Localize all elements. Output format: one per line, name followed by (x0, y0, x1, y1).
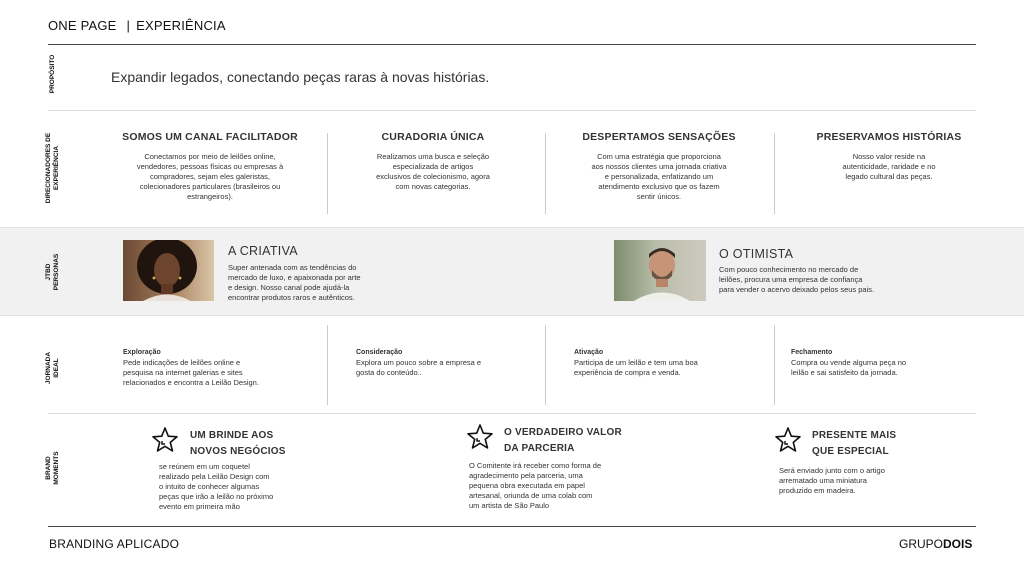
direcionador-body: Realizamos uma busca e seleção especializada de artigos exclusivos de colecionismo, agora com novas categorias. (376, 152, 490, 191)
jornada-step: Exploração Pede indicações de leilões online e pesquisa na internet galerias e sites relacionados e encontra a Leilão Design. (123, 349, 259, 387)
divider (48, 413, 976, 414)
section-label-jornada: JORNADA IDEAL (45, 351, 60, 385)
header-rule (48, 44, 976, 45)
jornada-step-title: Consideração (356, 349, 403, 356)
column-divider (327, 133, 328, 214)
header-title-left: ONE PAGE (48, 18, 117, 33)
brand-moment-title: UM BRINDE AOS NOVOS NEGÓCIOS (190, 430, 286, 457)
section-label-personas: JTBD PERSONAS (45, 253, 60, 291)
persona-title: O OTIMISTA (719, 247, 794, 261)
jornada-step-title: Fechamento (791, 349, 833, 356)
persona-photo-otimista (614, 240, 706, 301)
column-divider (545, 133, 546, 214)
direcionador-card (790, 131, 988, 182)
column-divider (545, 325, 546, 405)
brand-moment-body: se reúnem em um coquetel realizado pela Leilão Design com o intuito de conhecer algumas peças que irão a leilão no próximo evento em primeira mão (159, 462, 274, 511)
jornada-step: Fechamento Compra ou vende alguma peça no leilão e sai satisfeito da jornada. (791, 349, 907, 377)
footer-left-label: BRANDING APLICADO (49, 537, 180, 551)
page-header (48, 18, 226, 33)
direcionador-title: PRESERVAMOS HISTÓRIAS (816, 131, 962, 143)
direcionador-card (342, 131, 524, 192)
star-icon (774, 426, 802, 454)
jornada-step-title: Ativação (574, 349, 604, 356)
footer-brand-logo: GRUPODOIS (899, 537, 973, 551)
direcionador-title: SOMOS UM CANAL FACILITADOR (122, 131, 298, 143)
header-separator: | (126, 18, 131, 33)
proposito-text: Expandir legados, conectando peças raras à novas histórias. (111, 69, 490, 85)
direcionador-body: Nosso valor reside na autenticidade, raridade e no legado cultural das peças. (842, 152, 936, 181)
direcionador-body: Com uma estratégia que proporciona aos nossos clientes uma jornada criativa e personalizada, enfatizando um atendimento exclusivo que os fazem sentir únicos. (591, 152, 727, 201)
persona-body: Com pouco conhecimento no mercado de leilões, procura uma empresa de confiança para vender o acervo deixado pelos seus pais. (719, 265, 875, 294)
section-label-proposito: PROPÓSITO (49, 54, 56, 94)
section-label-direcionadores: DIRECIONADORES DE EXPERIÊNCIA (45, 132, 60, 204)
jornada-step: Consideração Explora um pouco sobre a empresa e gosta do conteúdo.. (356, 349, 482, 377)
section-label-brand-moments: BRAND MOMENTS (45, 451, 60, 485)
jornada-step-title: Exploração (123, 349, 161, 356)
column-divider (774, 325, 775, 405)
footer-rule (48, 526, 976, 527)
woman-portrait-image (123, 240, 214, 301)
man-portrait-image (614, 240, 706, 301)
header-title-right: EXPERIÊNCIA (136, 18, 226, 33)
persona-title: A CRIATIVA (228, 244, 298, 258)
star-icon (466, 423, 494, 451)
brand-moment-title: PRESENTE MAIS QUE ESPECIAL (812, 430, 897, 457)
brand-moment-body: Será enviado junto com o artigo arrematado uma miniatura produzido em madeira. (779, 466, 885, 495)
direcionador-title: CURADORIA ÚNICA (381, 131, 485, 143)
persona-photo-criativa (123, 240, 214, 301)
direcionador-card (560, 131, 758, 202)
column-divider (774, 133, 775, 214)
direcionador-body: Conectamos por meio de leilões online, vendedores, pessoas físicas ou empresas à compradores, sejam eles galeristas, colecionadores particulares (brasileiros ou estrangeiros). (136, 152, 284, 201)
star-icon (151, 426, 179, 454)
column-divider (327, 325, 328, 405)
divider (48, 110, 976, 111)
brand-moment-title: O VERDADEIRO VALOR DA PARCERIA (504, 427, 622, 454)
jornada-step: Ativação Participa de um leilão e tem uma boa experiência de compra e venda. (574, 349, 698, 377)
persona-body: Super antenada com as tendências do mercado de luxo, e apaixonada por arte e design. Nosso canal pode ajudá-la encontrar produtos raros e autênticos. (228, 263, 361, 302)
brand-moment-body: O Comitente irá receber como forma de agradecimento pela parceria, uma pequena obra executada em papel artesanal, oriunda de uma colab com um artista de São Paulo (469, 461, 602, 510)
direcionador-card (110, 131, 310, 202)
direcionador-title: DESPERTAMOS SENSAÇÕES (582, 131, 736, 143)
